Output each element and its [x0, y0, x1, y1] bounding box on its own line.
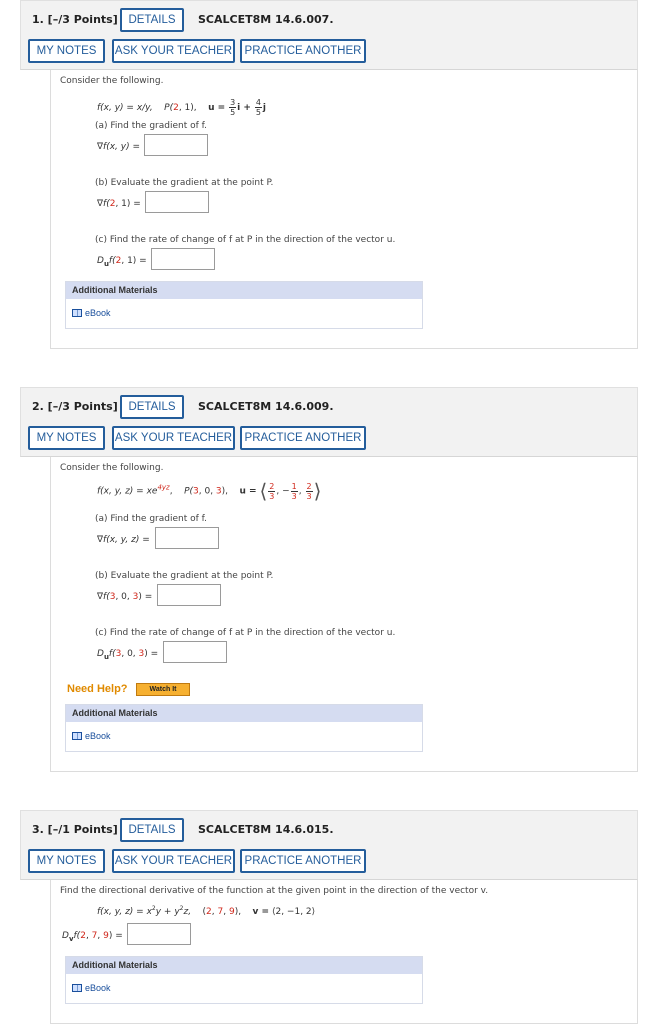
question-body — [50, 70, 638, 349]
ebook-icon — [72, 732, 82, 740]
question-header — [20, 387, 638, 457]
part-c-text: (c) Find the rate of change of f at P in the direction of the vector u. — [95, 235, 396, 245]
additional-materials — [65, 704, 423, 752]
practice-another-button[interactable]: PRACTICE ANOTHER — [240, 39, 366, 63]
additional-materials — [65, 956, 423, 1004]
answer-box-c[interactable] — [163, 641, 227, 663]
gradient-at-point-label: ∇f(3, 0, 3) = — [97, 592, 153, 602]
gradient-label: ∇f(x, y, z) = — [97, 535, 150, 545]
ebook-link[interactable]: eBook — [72, 731, 111, 741]
ebook-link[interactable]: eBook — [72, 983, 111, 993]
intro-text: Consider the following. — [60, 463, 164, 473]
question-number: 3. [–/1 Points] — [32, 823, 118, 836]
answer-box-c[interactable] — [151, 248, 215, 270]
practice-another-button[interactable]: PRACTICE ANOTHER — [240, 849, 366, 873]
my-notes-button[interactable]: MY NOTES — [28, 426, 105, 450]
details-button[interactable]: DETAILS — [120, 8, 184, 32]
details-button[interactable]: DETAILS — [120, 395, 184, 419]
function-definition: f(x, y, $z) = xe^{4yz}$, P(3, 0, 3), u = ⟨ $\frac{2}{3}$ , − $\frac{1}{3}$ , $\frac{2}{3}$ ⟩ — [97, 479, 322, 503]
answer-box[interactable] — [127, 923, 191, 945]
directional-derivative-label: $D_uf(2$, 1) = — [97, 256, 147, 268]
ask-teacher-button[interactable]: ASK YOUR TEACHER — [112, 426, 235, 450]
function-definition: f(x, y, $z) = x^2y + y^2z$, (2, 7, 9), v = ⟨2, −1, 2⟩ — [97, 905, 316, 917]
practice-another-button[interactable]: PRACTICE ANOTHER — [240, 426, 366, 450]
ask-teacher-button[interactable]: ASK YOUR TEACHER — [112, 849, 235, 873]
answer-box-a[interactable] — [155, 527, 219, 549]
question-body — [50, 880, 638, 1024]
part-a-text: (a) Find the gradient of f. — [95, 121, 208, 131]
part-b-text: (b) Evaluate the gradient at the point P. — [95, 571, 274, 581]
question-number: 2. [–/3 Points] — [32, 400, 118, 413]
additional-materials-header: Additional Materials — [66, 705, 422, 722]
question-3 — [20, 810, 638, 1024]
my-notes-button[interactable]: MY NOTES — [28, 39, 105, 63]
additional-materials-header: Additional Materials — [66, 957, 422, 974]
additional-materials — [65, 281, 423, 329]
answer-box-b[interactable] — [157, 584, 221, 606]
my-notes-button[interactable]: MY NOTES — [28, 849, 105, 873]
details-button[interactable]: DETAILS — [120, 818, 184, 842]
ebook-icon — [72, 309, 82, 317]
watch-it-button[interactable]: Watch It — [136, 683, 190, 696]
gradient-at-point-label: ∇f(2, 1) = — [97, 199, 141, 209]
need-help-label: Need Help? — [67, 683, 128, 695]
question-header — [20, 810, 638, 880]
answer-box-a[interactable] — [144, 134, 208, 156]
question-1 — [20, 0, 638, 349]
part-b-text: (b) Evaluate the gradient at the point P. — [95, 178, 274, 188]
ebook-link[interactable]: eBook — [72, 308, 111, 318]
function-definition: f(x, y) = x/y, P(2, 1), u = $\frac{3}{5}$ i + $\frac{4}{5}$ j — [97, 98, 266, 117]
additional-materials-header: Additional Materials — [66, 282, 422, 299]
question-number: 1. [–/3 Points] — [32, 13, 118, 26]
question-body — [50, 457, 638, 772]
part-c-text: (c) Find the rate of change of f at P in the direction of the vector u. — [95, 628, 396, 638]
answer-box-b[interactable] — [145, 191, 209, 213]
directional-derivative-label: $D_uf(3$, 0, 3) = — [97, 649, 159, 661]
part-a-text: (a) Find the gradient of f. — [95, 514, 208, 524]
ebook-icon — [72, 984, 82, 992]
question-2 — [20, 387, 638, 772]
question-code: SCALCET8M 14.6.007. — [198, 13, 334, 26]
question-code: SCALCET8M 14.6.009. — [198, 400, 334, 413]
ask-teacher-button[interactable]: ASK YOUR TEACHER — [112, 39, 235, 63]
gradient-label: ∇f(x, y) = — [97, 142, 140, 152]
question-code: SCALCET8M 14.6.015. — [198, 823, 334, 836]
intro-text: Consider the following. — [60, 76, 164, 86]
directional-derivative-label: $D_vf(2$, 7, 9) = — [62, 931, 123, 943]
intro-text: Find the directional derivative of the function at the given point in the direction of the vector v. — [60, 886, 489, 896]
question-header — [20, 0, 638, 70]
